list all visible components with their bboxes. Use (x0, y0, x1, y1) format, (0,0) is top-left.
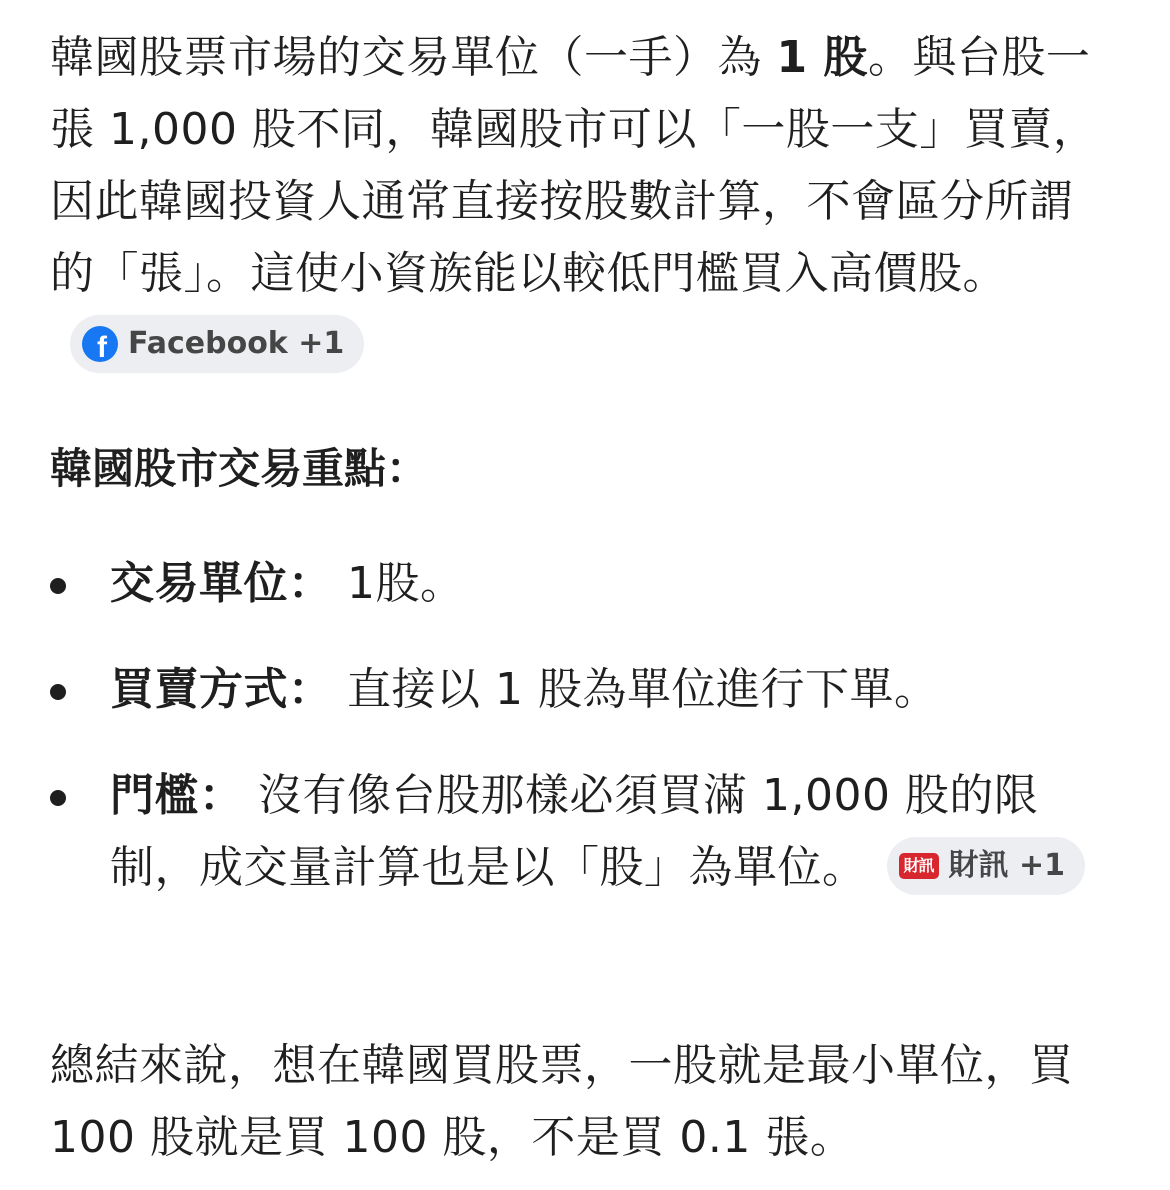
point-term: 交易單位： (110, 558, 333, 609)
source-chip-label: 財訊 +1 (948, 848, 1065, 883)
list-item (50, 654, 1110, 726)
list-item (50, 760, 1110, 904)
key-points-list (50, 548, 1110, 904)
bullet-icon (50, 684, 66, 700)
facebook-icon: f (82, 326, 118, 362)
section-heading: 韓國股市交易重點： (50, 444, 429, 493)
bullet-icon (50, 790, 66, 806)
bullet-icon (50, 578, 66, 594)
summary-paragraph: 總結來說，想在韓國買股票，一股就是最小單位，買 100 股就是買 100 股，不是買 0.1 張。 (50, 1040, 1074, 1163)
intro-text-b: 。與台股一張 1,000 股不同，韓國股市可以「一股一支」買賣，因此韓國投資人通常直接按股數計算，不會區分所謂的「張」。這使小資族能以較低門檻買入高價股。 (50, 32, 1098, 299)
point-desc: 直接以 1 股為單位進行下單。 (332, 664, 939, 715)
source-chip-caixun[interactable] (887, 837, 1085, 895)
point-term: 門檻： (110, 770, 244, 821)
intro-bold-unit: 1 股 (776, 32, 868, 83)
list-item (50, 548, 1110, 620)
point-desc: 1股。 (332, 558, 465, 609)
intro-text-a: 韓國股票市場的交易單位（一手）為 (50, 32, 777, 83)
source-chip-label: Facebook +1 (128, 326, 345, 361)
source-chip-facebook[interactable] (70, 315, 364, 373)
caixun-logo-icon: 財訊 (899, 853, 939, 879)
intro-paragraph (50, 0, 1110, 382)
point-desc: 沒有像台股那樣必須買滿 1,000 股的限制，成交量計算也是以「股」為單位。 (110, 770, 1039, 893)
point-term: 買賣方式： (110, 664, 333, 715)
